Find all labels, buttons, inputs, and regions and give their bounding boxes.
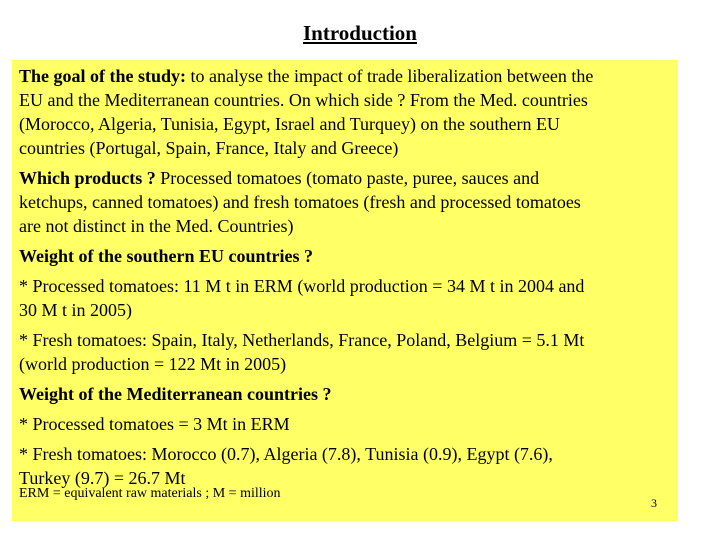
- slide-title: [0, 21, 720, 46]
- text-line: [19, 166, 669, 190]
- text-line-content: are not distinct in the Med. Countries): [19, 216, 294, 236]
- text-line: [19, 298, 669, 322]
- text-line: [19, 244, 669, 268]
- text-line-content: (Morocco, Algeria, Tunisia, Egypt, Israel and Turquey) on the southern EU: [19, 114, 560, 134]
- text-line-content: (world production = 122 Mt in 2005): [19, 354, 287, 374]
- text-line-content: EU and the Mediterranean countries. On which side ? From the Med. countries: [19, 90, 588, 110]
- text-line-content: 30 M t in 2005): [19, 300, 133, 320]
- text-line-content: * Fresh tomatoes: Spain, Italy, Netherlands, France, Poland, Belgium = 5.1 Mt: [19, 330, 585, 350]
- paragraph: [19, 244, 669, 268]
- text-line: [19, 352, 669, 376]
- text-line: [19, 412, 669, 436]
- text-line-content: * Processed tomatoes: 11 M t in ERM (world production = 34 M t in 2004 and: [19, 276, 585, 296]
- paragraph-heading: Weight of the southern EU countries ?: [19, 246, 313, 266]
- paragraph: [19, 274, 669, 322]
- paragraph: [19, 328, 669, 376]
- footnote: ERM = equivalent raw materials ; M = million: [19, 486, 281, 501]
- text-line-content: to analyse the impact of trade liberalization between the: [186, 66, 594, 86]
- slide-title-text: Introduction: [303, 21, 417, 45]
- text-line: [19, 442, 669, 466]
- page-number: 3: [651, 496, 657, 510]
- text-line: [19, 382, 669, 406]
- text-line-content: * Fresh tomatoes: Morocco (0.7), Algeria (7.8), Tunisia (0.9), Egypt (7.6),: [19, 444, 553, 464]
- text-line-content: countries (Portugal, Spain, France, Italy and Greece): [19, 138, 399, 158]
- text-line: [19, 64, 669, 88]
- content-box: [12, 60, 678, 521]
- text-line-content: ketchups, canned tomatoes) and fresh tomatoes (fresh and processed tomatoes: [19, 192, 581, 212]
- paragraph: [19, 166, 669, 238]
- text-line-content: Turkey (9.7) = 26.7 Mt: [19, 468, 186, 488]
- text-line: [19, 328, 669, 352]
- content-body: [19, 64, 669, 496]
- paragraph: [19, 382, 669, 406]
- paragraph-heading: The goal of the study:: [19, 66, 187, 86]
- paragraph-heading: Which products ?: [19, 168, 156, 188]
- paragraph: [19, 64, 669, 160]
- paragraph: [19, 442, 669, 490]
- text-line-content: Processed tomatoes (tomato paste, puree, sauces and: [155, 168, 540, 188]
- text-line: [19, 112, 669, 136]
- text-line: [19, 136, 669, 160]
- paragraph: [19, 412, 669, 436]
- text-line: [19, 214, 669, 238]
- text-line-content: * Processed tomatoes = 3 Mt in ERM: [19, 414, 290, 434]
- paragraph-heading: Weight of the Mediterranean countries ?: [19, 384, 332, 404]
- text-line: [19, 274, 669, 298]
- text-line: [19, 88, 669, 112]
- text-line: [19, 190, 669, 214]
